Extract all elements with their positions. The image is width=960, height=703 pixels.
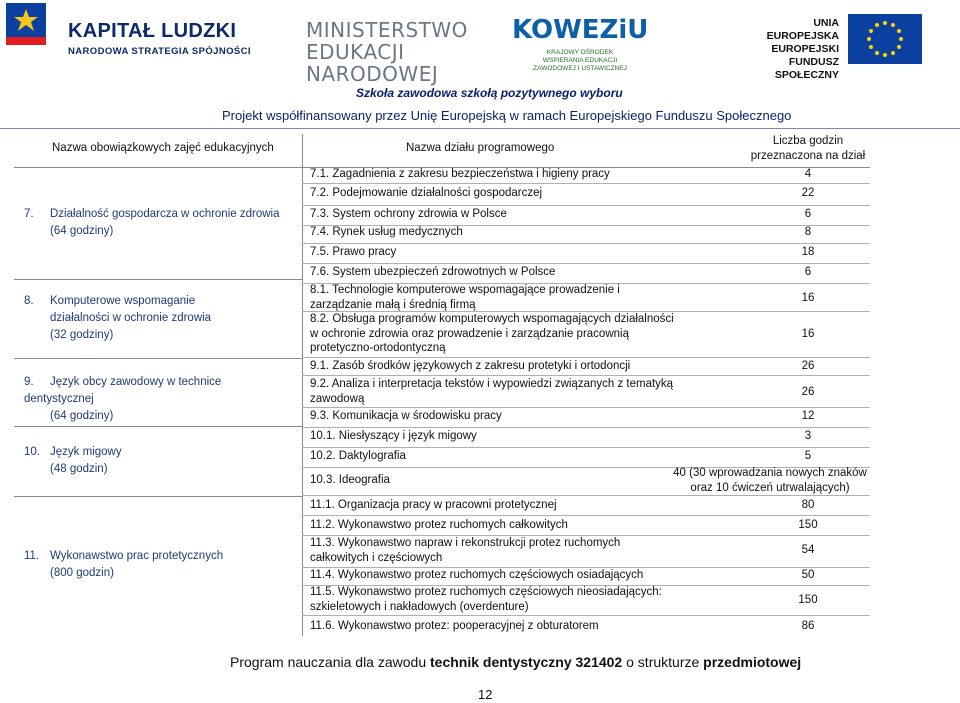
koweziu-subtitle: KRAJOWY OŚRODEK WSPIERANIA EDUKACJI ZAWODOWEJ I USTAWICZNEJ: [533, 49, 627, 72]
subject-cell: 8. Komputerowe wspomaganie działalności w ochronie zdrowia (32 godziny): [24, 295, 212, 341]
grid-line: [302, 407, 870, 408]
section-hours: 54: [801, 544, 815, 556]
grid-line: [14, 358, 302, 359]
grid-line: [302, 427, 870, 428]
section-hours: 26: [801, 386, 815, 398]
grid-line: [14, 496, 302, 497]
section-name: 7.5. Prawo pracy: [310, 246, 397, 258]
section-hours: 3: [804, 430, 812, 442]
grid-line: [302, 515, 870, 516]
section-hours: 6: [804, 266, 812, 278]
eu-fund-text: UNIA EUROPEJSKA EUROPEJSKI FUNDUSZ SPOŁECZNY: [766, 17, 839, 81]
page-number: 12: [478, 687, 493, 702]
section-hours: 80: [801, 499, 815, 511]
section-name: 7.3. System ochrony zdrowia w Polsce: [310, 208, 507, 220]
grid-line: [302, 243, 870, 244]
section-name: 8.1. Technologie komputerowe wspomagające prowadzenie i zarządzanie małą i średnią firmą: [310, 284, 620, 311]
section-hours: 40 (30 wprowadzania nowych znaków oraz 10 ćwiczeń utrwalających): [673, 467, 867, 494]
kapital-ludzki-logo: [6, 3, 46, 59]
kapital-ludzki-title: KAPITAŁ LUDZKI: [68, 20, 237, 42]
grid-line: [302, 134, 303, 636]
section-name: 10.3. Ideografia: [310, 474, 390, 486]
subject-cell: 7. Działalność gospodarcza w ochronie zdrowia (64 godziny): [24, 208, 280, 237]
ministry-logo-text: MINISTERSTWO EDUKACJI NARODOWEJ: [306, 18, 468, 86]
column-header-subjects: Nazwa obowiązkowych zajęć edukacyjnych: [52, 142, 274, 154]
section-hours: 150: [798, 519, 818, 531]
project-statement: Projekt współfinansowany przez Unię Europejską w ramach Europejskiego Funduszu Społecznego: [222, 108, 792, 123]
section-hours: 50: [801, 569, 815, 581]
section-hours: 22: [801, 187, 815, 199]
section-hours: 86: [801, 620, 815, 632]
section-name: 7.6. System ubezpieczeń zdrowotnych w Polsce: [310, 266, 556, 278]
grid-line: [302, 615, 870, 616]
column-header-hours: Liczba godzin przeznaczona na dział: [750, 135, 866, 162]
column-header-sections: Nazwa działu programowego: [406, 142, 555, 154]
grid-line: [14, 279, 302, 280]
eu-flag-icon: [848, 14, 922, 64]
grid-line: [302, 447, 870, 448]
footer-text: Program nauczania dla zawodu technik dentystyczny 321402 o strukturze przedmiotowej: [230, 654, 802, 670]
section-hours: 8: [804, 226, 812, 238]
section-name: 10.2. Daktylografia: [310, 450, 406, 462]
section-name: 8.2. Obsługa programów komputerowych wspomagających działalności w ochronie zdrowia oraz prowadzenie i zarządzanie pracownią protetyczno-ortodontyczną: [310, 313, 674, 354]
section-name: 10.1. Niesłyszący i język migowy: [310, 430, 477, 442]
section-name: 7.4. Rynek usług medycznych: [310, 226, 463, 238]
grid-line: [14, 426, 302, 427]
section-hours: 26: [801, 360, 815, 372]
section-name: 11.6. Wykonawstwo protez: pooperacyjnej z obturatorem: [310, 620, 599, 632]
section-hours: 4: [804, 168, 812, 180]
section-name: 9.2. Analiza i interpretacja tekstów i wypowiedzi związanych z tematyką zawodową: [310, 378, 674, 405]
grid-line: [302, 375, 870, 376]
subject-cell: 9. Język obcy zawodowy w technice dentystycznej (64 godziny): [24, 376, 222, 422]
section-name: 11.5. Wykonawstwo protez ruchomych częściowych nieosiadających: szkieletowych i nakładowych (overdenture): [310, 586, 662, 613]
header-divider: [0, 128, 960, 129]
subject-cell: 11. Wykonawstwo prac protetycznych (800 godzin): [24, 550, 224, 579]
grid-line: [302, 183, 870, 184]
section-hours: 6: [804, 208, 812, 220]
section-hours: 18: [801, 246, 815, 258]
section-name: 11.1. Organizacja pracy w pracowni protetycznej: [310, 499, 557, 511]
kapital-ludzki-subtitle: NARODOWA STRATEGIA SPÓJNOŚCI: [68, 46, 251, 57]
koweziu-logo: KOWEZiU: [512, 15, 649, 45]
grid-line: [302, 205, 870, 206]
section-hours: 5: [804, 450, 812, 462]
section-hours: 16: [801, 328, 815, 340]
grid-line: [302, 357, 870, 358]
section-name: 7.2. Podejmowanie działalności gospodarczej: [310, 187, 543, 199]
grid-line: [302, 263, 870, 264]
section-name: 11.2. Wykonawstwo protez ruchomych całkowitych: [310, 519, 568, 531]
grid-line: [302, 495, 870, 496]
section-name: 9.1. Zasób środków językowych z zakresu protetyki i ortodoncji: [310, 360, 631, 372]
section-name: 11.4. Wykonawstwo protez ruchomych częściowych osiadających: [310, 569, 644, 581]
section-hours: 16: [801, 292, 815, 304]
section-hours: 12: [801, 410, 815, 422]
section-name: 9.3. Komunikacja w środowisku pracy: [310, 410, 502, 422]
subject-cell: 10. Język migowy (48 godzin): [24, 446, 122, 475]
section-name: 11.3. Wykonawstwo napraw i rekonstrukcji protez ruchomych całkowitych i częściowych: [310, 537, 621, 564]
motto: Szkoła zawodowa szkołą pozytywnego wyboru: [356, 86, 623, 100]
section-name: 7.1. Zagadnienia z zakresu bezpieczeństwa i higieny pracy: [310, 168, 610, 180]
section-hours: 150: [798, 594, 818, 606]
